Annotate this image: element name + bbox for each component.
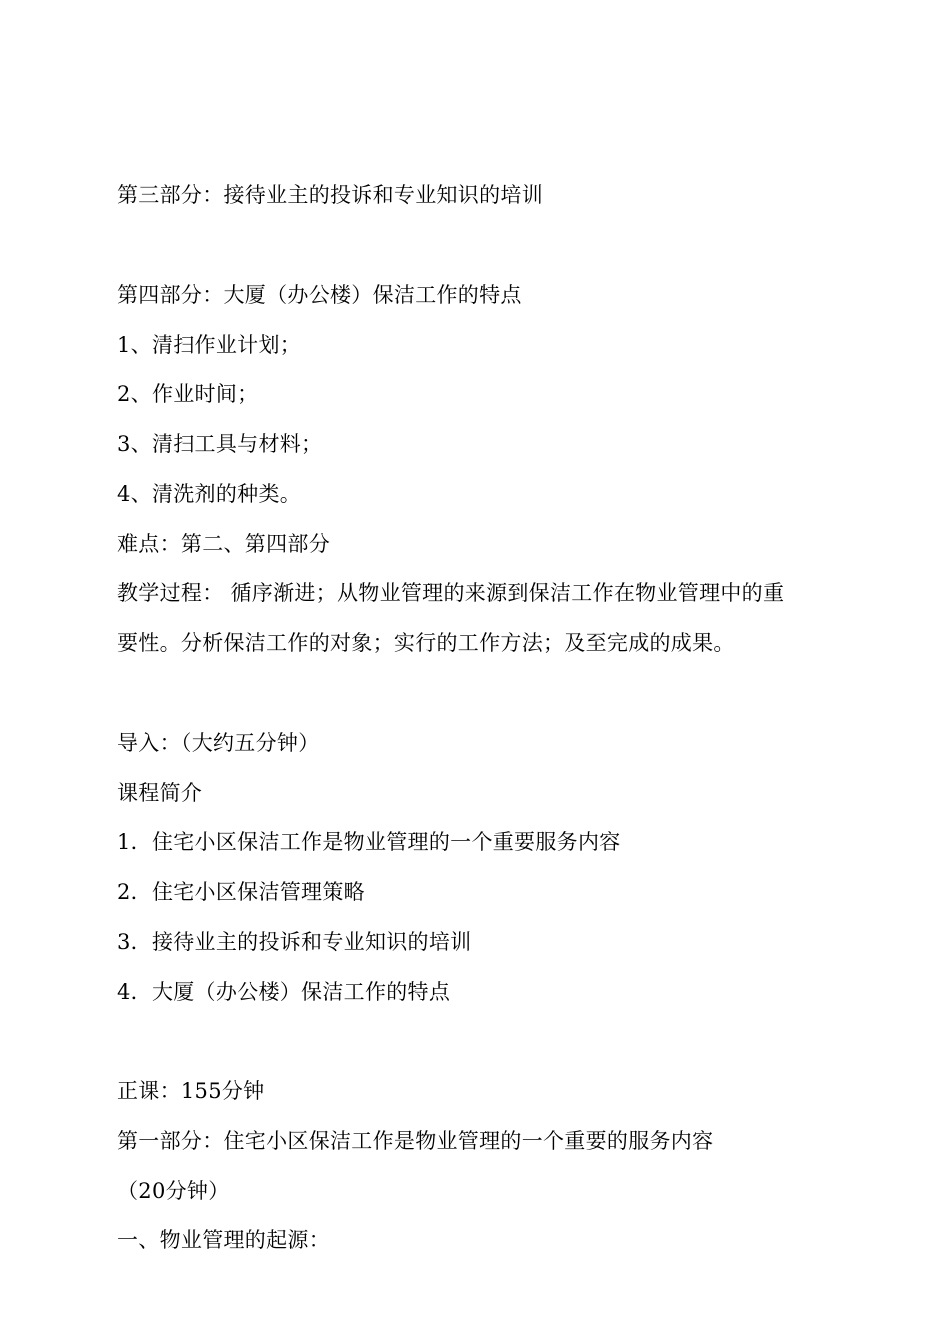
- list-item: 3．接待业主的投诉和专业知识的培训: [117, 930, 472, 954]
- course-overview-heading: 课程简介: [117, 781, 203, 805]
- main-lesson-heading: 正课：155分钟: [117, 1079, 265, 1103]
- introduction-heading: 导入：（大约五分钟）: [117, 731, 320, 755]
- section-three-heading: 第三部分：接待业主的投诉和专业知识的培训: [117, 183, 543, 207]
- list-item: 2、作业时间；: [117, 382, 259, 406]
- section-one-duration: （20分钟）: [117, 1179, 230, 1203]
- list-item: 2．住宅小区保洁管理策略: [117, 880, 365, 904]
- section-one-heading: 第一部分：住宅小区保洁工作是物业管理的一个重要的服务内容: [117, 1129, 714, 1153]
- list-item: 4．大厦（办公楼）保洁工作的特点: [117, 980, 451, 1004]
- list-item: 4、清洗剂的种类。: [117, 482, 302, 506]
- list-item: 1、清扫作业计划；: [117, 333, 302, 357]
- difficulty-note: 难点：第二、第四部分: [117, 532, 330, 556]
- section-four-heading: 第四部分：大厦（办公楼）保洁工作的特点: [117, 283, 522, 307]
- teaching-process-text-continued: 要性。分析保洁工作的对象；实行的工作方法；及至完成的成果。: [117, 631, 735, 655]
- list-item: 1．住宅小区保洁工作是物业管理的一个重要服务内容: [117, 830, 621, 854]
- subsection-heading: 一、物业管理的起源：: [117, 1228, 330, 1252]
- teaching-process-text: 教学过程： 循序渐进；从物业管理的来源到保洁工作在物业管理中的重: [117, 581, 785, 605]
- list-item: 3、清扫工具与材料；: [117, 432, 323, 456]
